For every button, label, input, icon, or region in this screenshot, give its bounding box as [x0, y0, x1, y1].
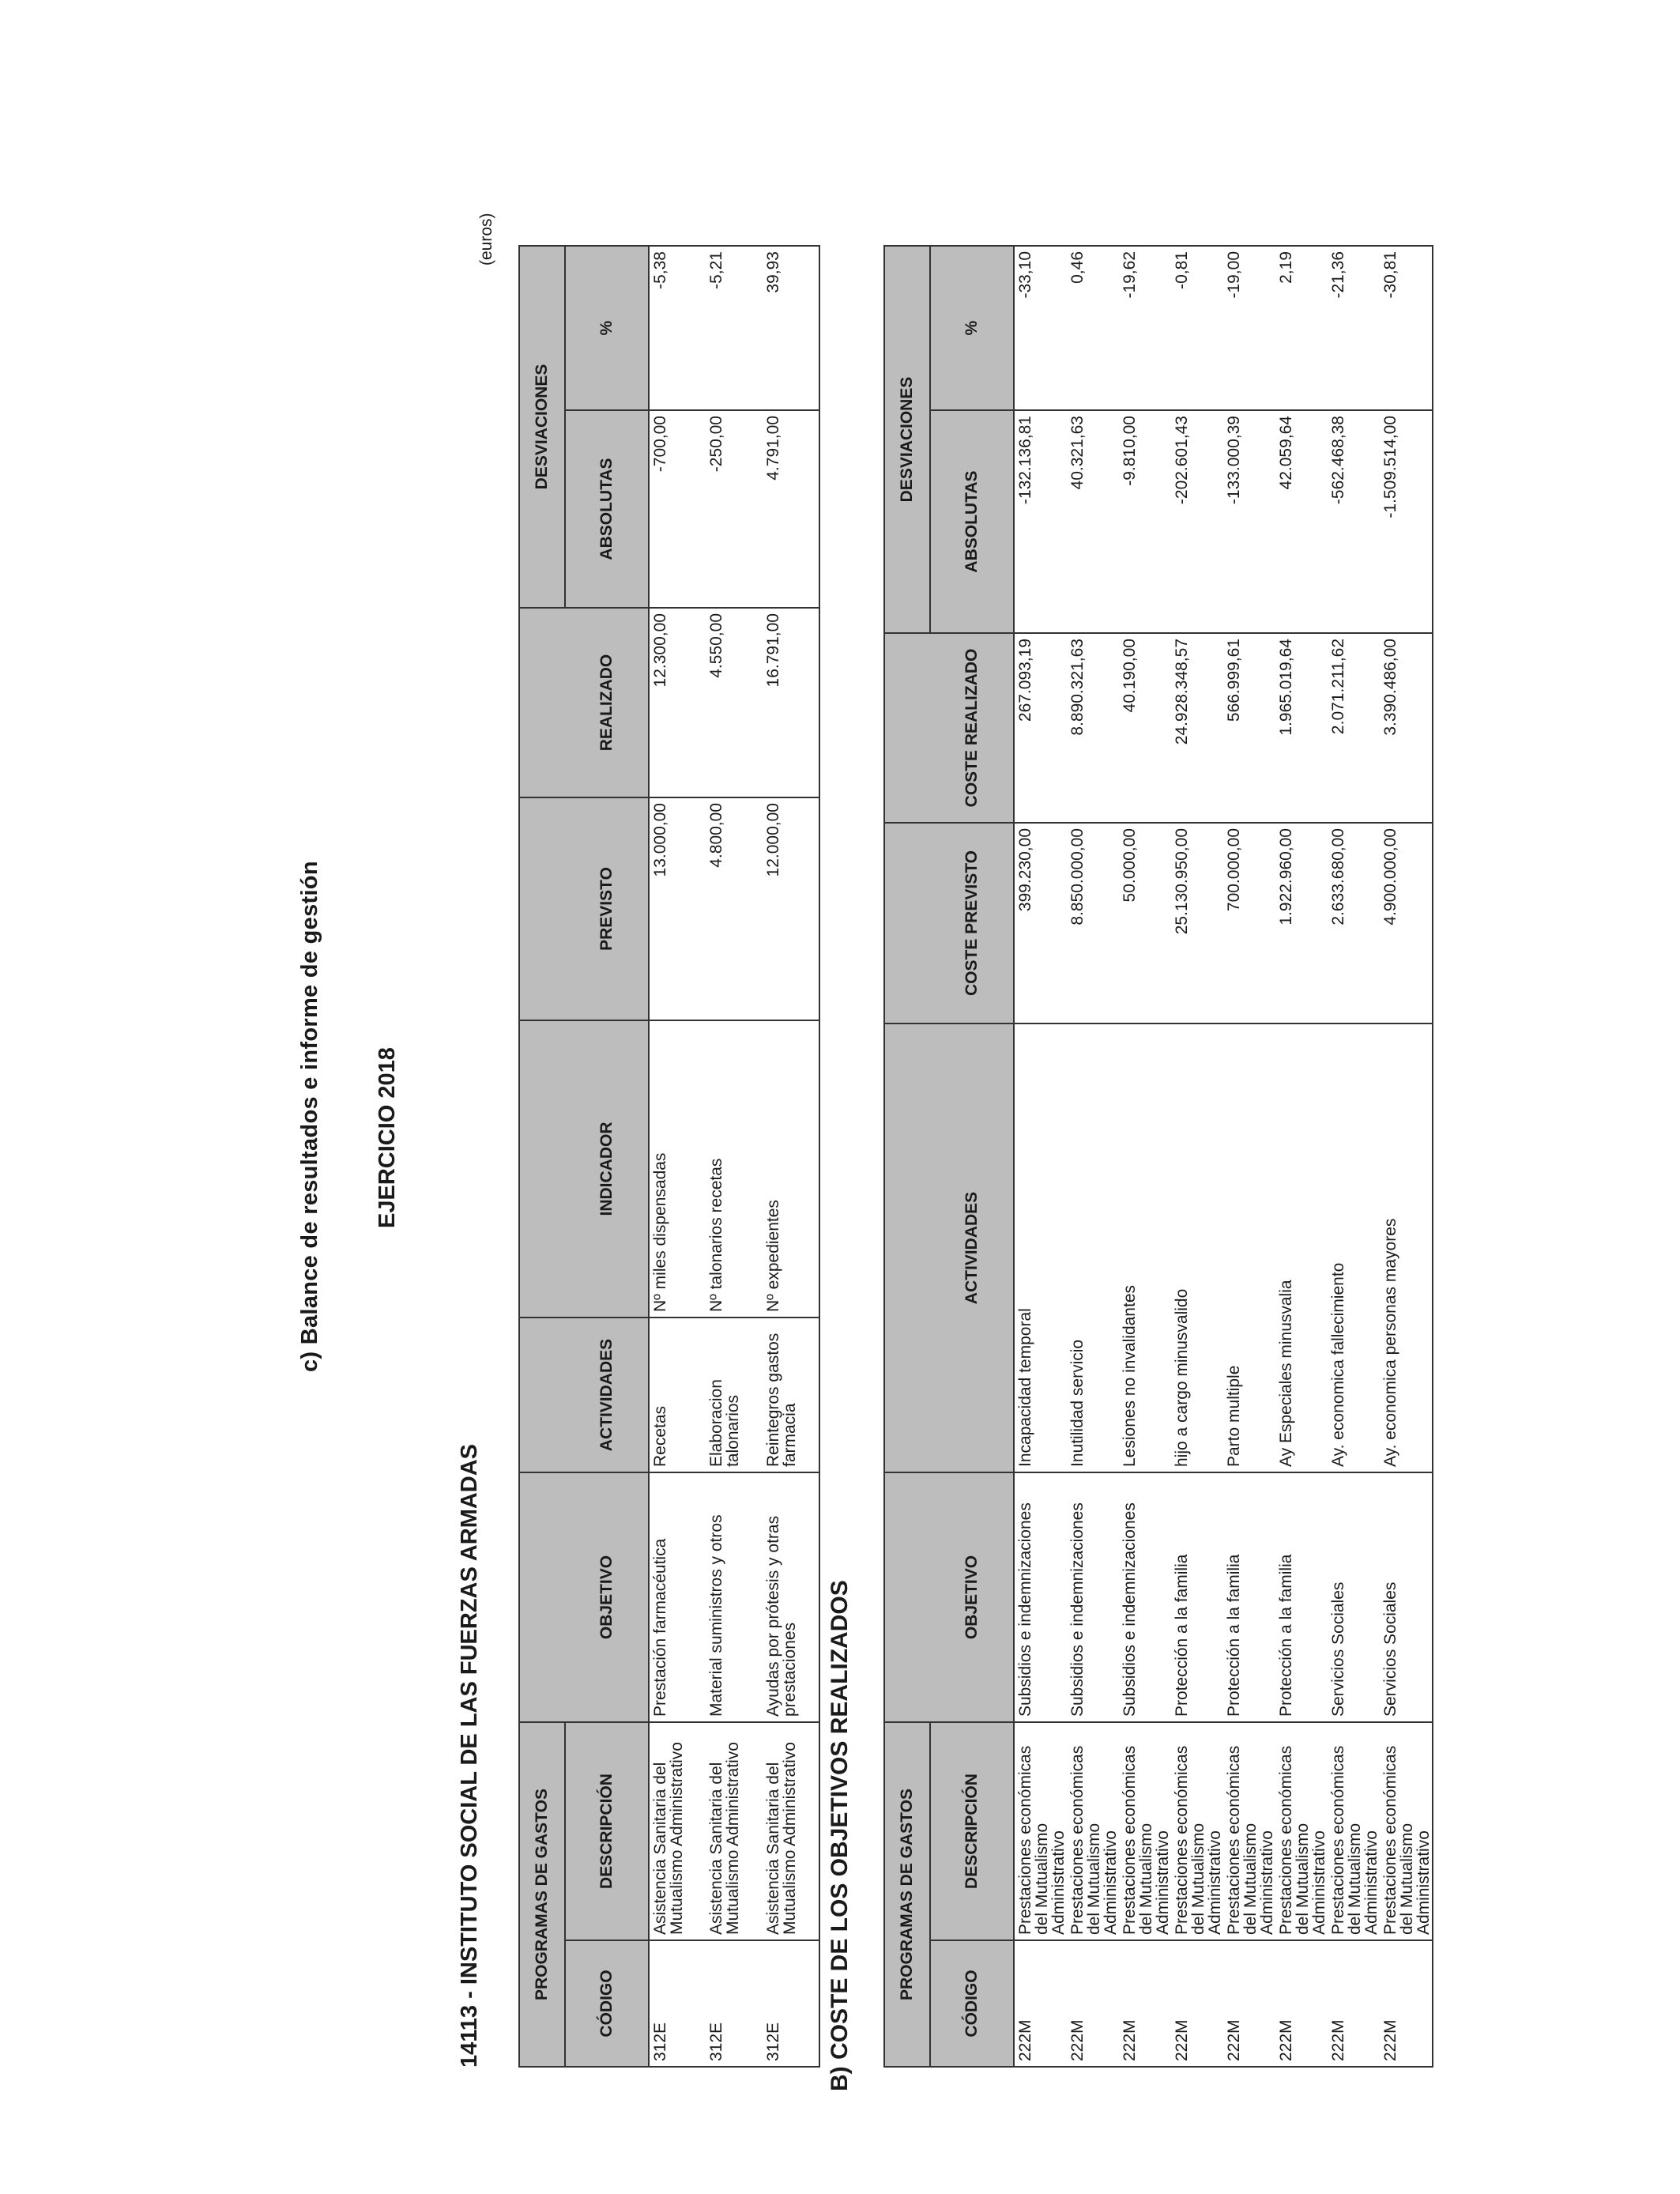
cell-actividades: Ay. economica fallecimiento	[1328, 1023, 1380, 1472]
table-row	[1014, 246, 1067, 2067]
cell-descripcion: Asistencia Sanitaria del Mutualismo Administrativo	[763, 1722, 819, 1940]
cell-descripcion: Prestaciones económicas del Mutualismo Administrativo	[1275, 1722, 1328, 1940]
cell-codigo: 222M	[1171, 1940, 1223, 2067]
cell-indicador: Nº expedientes	[763, 1020, 819, 1318]
section-b-heading: B) COSTE DE LOS OBJETIVOS REALIZADOS	[827, 1580, 853, 2091]
blank-header-cell	[519, 1472, 565, 1722]
cell-objetivo: Subsidios e indemnizaciones	[1067, 1472, 1119, 1722]
cell-codigo: 222M	[1223, 1940, 1275, 2067]
cell-actividades: Elaboracion talonarios	[706, 1318, 763, 1472]
cell-pct: 39,93	[763, 246, 819, 410]
blank-header-cell	[519, 1020, 565, 1318]
cell-coste-previsto: 2.633.680,00	[1328, 823, 1380, 1023]
cell-descripcion: Prestaciones económicas del Mutualismo Administrativo	[1328, 1722, 1380, 1940]
col-header-previsto: PREVISTO	[565, 797, 649, 1020]
cell-pct: -33,10	[1014, 246, 1067, 410]
cell-codigo: 222M	[1067, 1940, 1119, 2067]
table-row	[1119, 246, 1171, 2067]
cell-actividades: Parto multiple	[1223, 1023, 1275, 1472]
cell-codigo: 222M	[1119, 1940, 1171, 2067]
cell-objetivo: Protección a la familia	[1275, 1472, 1328, 1722]
cell-absolutas: -133.000,39	[1223, 410, 1275, 633]
cell-coste-previsto: 1.922.960,00	[1275, 823, 1328, 1023]
cell-actividades: hijo a cargo minusvalido	[1171, 1023, 1223, 1472]
cell-descripcion: Prestaciones económicas del Mutualismo Administrativo	[1380, 1722, 1433, 1940]
col-header-objetivo: OBJETIVO	[565, 1472, 649, 1722]
cell-actividades: Ay Especiales minusvalia	[1275, 1023, 1328, 1472]
cell-objetivo: Prestación farmacéutica	[649, 1472, 706, 1722]
cell-indicador: Nº miles dispensadas	[649, 1020, 706, 1318]
cell-pct: -19,00	[1223, 246, 1275, 410]
cell-coste-previsto: 50.000,00	[1119, 823, 1171, 1023]
cell-coste-realizado: 1.965.019,64	[1275, 633, 1328, 823]
blank-header-cell	[519, 797, 565, 1020]
cell-pct: -19,62	[1119, 246, 1171, 410]
cell-indicador: Nº talonarios recetas	[706, 1020, 763, 1318]
cell-codigo: 222M	[1275, 1940, 1328, 2067]
cell-realizado: 12.300,00	[649, 608, 706, 797]
col-header-codigo: CÓDIGO	[565, 1940, 649, 2067]
table-row	[763, 246, 819, 2067]
cell-actividades: Ay. economica personas mayores	[1380, 1023, 1433, 1472]
cell-pct: -30,81	[1380, 246, 1433, 410]
table-row	[1275, 246, 1328, 2067]
cell-pct: 0,46	[1067, 246, 1119, 410]
cell-codigo: 312E	[706, 1940, 763, 2067]
table-row	[1067, 246, 1119, 2067]
cell-descripcion: Prestaciones económicas del Mutualismo Administrativo	[1119, 1722, 1171, 1940]
cell-absolutas: 4.791,00	[763, 410, 819, 608]
col-header-codigo: CÓDIGO	[930, 1940, 1014, 2067]
cell-codigo: 312E	[763, 1940, 819, 2067]
table-row	[1171, 246, 1223, 2067]
cell-absolutas: -132.136,81	[1014, 410, 1067, 633]
units-label: (euros)	[477, 213, 495, 266]
cell-absolutas: 40.321,63	[1067, 410, 1119, 633]
cell-coste-previsto: 700.000,00	[1223, 823, 1275, 1023]
cell-descripcion: Prestaciones económicas del Mutualismo Administrativo	[1223, 1722, 1275, 1940]
cell-actividades: Lesiones no invalidantes	[1119, 1023, 1171, 1472]
cell-previsto: 13.000,00	[649, 797, 706, 1020]
col-header-absolutas: ABSOLUTAS	[565, 410, 649, 608]
cell-coste-previsto: 25.130.950,00	[1171, 823, 1223, 1023]
table-row	[1223, 246, 1275, 2067]
cell-pct: 2,19	[1275, 246, 1328, 410]
document-title: c) Balance de resultados e informe de gestión	[297, 861, 322, 1372]
cell-absolutas: -250,00	[706, 410, 763, 608]
cell-coste-previsto: 4.900.000,00	[1380, 823, 1433, 1023]
cell-objetivo: Material suministros y otros	[706, 1472, 763, 1722]
exercise-year: EJERCICIO 2018	[375, 1047, 400, 1228]
col-header-coste-previsto: COSTE PREVISTO	[930, 823, 1014, 1023]
blank-header-cell	[884, 1023, 930, 1472]
cell-objetivo: Ayudas por prótesis y otras prestaciones	[763, 1472, 819, 1722]
cell-codigo: 222M	[1328, 1940, 1380, 2067]
cell-coste-previsto: 8.850.000,00	[1067, 823, 1119, 1023]
cell-absolutas: -202.601,43	[1171, 410, 1223, 633]
cell-realizado: 16.791,00	[763, 608, 819, 797]
col-header-realizado: REALIZADO	[565, 608, 649, 797]
blank-header-cell	[519, 608, 565, 797]
cell-objetivo: Subsidios e indemnizaciones	[1014, 1472, 1067, 1722]
col-header-pct: %	[565, 246, 649, 410]
cell-objetivo: Subsidios e indemnizaciones	[1119, 1472, 1171, 1722]
col-header-descripcion: DESCRIPCIÓN	[930, 1722, 1014, 1940]
cell-codigo: 222M	[1014, 1940, 1067, 2067]
cell-coste-realizado: 566.999,61	[1223, 633, 1275, 823]
col-header-actividades: ACTIVIDADES	[930, 1023, 1014, 1472]
blank-header-cell	[519, 1318, 565, 1472]
desviaciones-group-header: DESVIACIONES	[519, 246, 565, 608]
cell-pct: -21,36	[1328, 246, 1380, 410]
blank-header-cell	[884, 823, 930, 1023]
cell-realizado: 4.550,00	[706, 608, 763, 797]
table-row	[706, 246, 763, 2067]
cell-descripcion: Asistencia Sanitaria del Mutualismo Administrativo	[649, 1722, 706, 1940]
col-header-actividades: ACTIVIDADES	[565, 1318, 649, 1472]
cell-descripcion: Prestaciones económicas del Mutualismo Administrativo	[1014, 1722, 1067, 1940]
cell-actividades: Incapacidad temporal	[1014, 1023, 1067, 1472]
cell-pct: -5,21	[706, 246, 763, 410]
blank-header-cell	[884, 633, 930, 823]
cell-descripcion: Prestaciones económicas del Mutualismo Administrativo	[1171, 1722, 1223, 1940]
cell-coste-realizado: 2.071.211,62	[1328, 633, 1380, 823]
cell-objetivo: Servicios Sociales	[1328, 1472, 1380, 1722]
cell-codigo: 312E	[649, 1940, 706, 2067]
cell-coste-realizado: 3.390.486,00	[1380, 633, 1433, 823]
col-header-objetivo: OBJETIVO	[930, 1472, 1014, 1722]
cell-coste-realizado: 40.190,00	[1119, 633, 1171, 823]
table-row	[649, 246, 706, 2067]
cell-coste-previsto: 399.230,00	[1014, 823, 1067, 1023]
indicators-table	[518, 245, 820, 2068]
cell-actividades: Reintegros gastos farmacia	[763, 1318, 819, 1472]
cell-pct: -5,38	[649, 246, 706, 410]
table-row	[1380, 246, 1433, 2067]
cell-descripcion: Asistencia Sanitaria del Mutualismo Administrativo	[706, 1722, 763, 1940]
table-row	[1328, 246, 1380, 2067]
programas-group-header: PROGRAMAS DE GASTOS	[884, 1722, 930, 2067]
blank-header-cell	[884, 1472, 930, 1722]
cell-previsto: 4.800,00	[706, 797, 763, 1020]
col-header-pct: %	[930, 246, 1014, 410]
cell-coste-realizado: 267.093,19	[1014, 633, 1067, 823]
col-header-descripcion: DESCRIPCIÓN	[565, 1722, 649, 1940]
col-header-absolutas: ABSOLUTAS	[930, 410, 1014, 633]
cell-objetivo: Servicios Sociales	[1380, 1472, 1433, 1722]
cell-actividades: Recetas	[649, 1318, 706, 1472]
costs-table	[883, 245, 1433, 2068]
cell-coste-realizado: 8.890.321,63	[1067, 633, 1119, 823]
cell-codigo: 222M	[1380, 1940, 1433, 2067]
cell-absolutas: 42.059,64	[1275, 410, 1328, 633]
cell-actividades: Inutilidad servicio	[1067, 1023, 1119, 1472]
cell-absolutas: -562.468,38	[1328, 410, 1380, 633]
cell-descripcion: Prestaciones económicas del Mutualismo Administrativo	[1067, 1722, 1119, 1940]
cell-objetivo: Protección a la familia	[1171, 1472, 1223, 1722]
cell-objetivo: Protección a la familia	[1223, 1472, 1275, 1722]
institution-heading: 14113 - INSTITUTO SOCIAL DE LAS FUERZAS ARMADAS	[457, 1443, 482, 2068]
cell-absolutas: -9.810,00	[1119, 410, 1171, 633]
col-header-indicador: INDICADOR	[565, 1020, 649, 1318]
cell-absolutas: -1.509.514,00	[1380, 410, 1433, 633]
col-header-coste-realizado: COSTE REALIZADO	[930, 633, 1014, 823]
programas-group-header: PROGRAMAS DE GASTOS	[519, 1722, 565, 2067]
desviaciones-group-header: DESVIACIONES	[884, 246, 930, 633]
cell-absolutas: -700,00	[649, 410, 706, 608]
cell-previsto: 12.000,00	[763, 797, 819, 1020]
cell-coste-realizado: 24.928.348,57	[1171, 633, 1223, 823]
cell-pct: -0,81	[1171, 246, 1223, 410]
